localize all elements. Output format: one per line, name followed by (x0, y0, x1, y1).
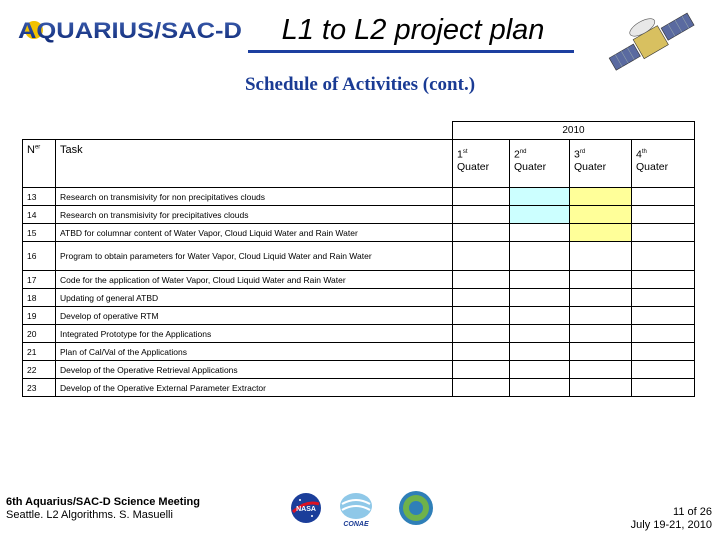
cell-active (510, 188, 570, 206)
meeting-location: Seattle. L2 Algorithms. S. Masuelli (6, 509, 173, 521)
table-row: 22 Develop of the Operative Retrieval Applications (23, 361, 695, 379)
table-row: 21 Plan of Cal/Val of the Applications (23, 343, 695, 361)
cell-active (510, 206, 570, 224)
year-header: 2010 (453, 122, 695, 140)
task-column-header: Task (56, 140, 453, 188)
aquarius-sac-d-logo (14, 16, 246, 44)
section-subtitle: Schedule of Activities (cont.) (244, 74, 476, 95)
agency-logos (288, 488, 440, 528)
table-row: 20 Integrated Prototype for the Applications (23, 325, 695, 343)
footer-page-info (631, 506, 712, 532)
table-row: 17 Code for the application of Water Vapor, Cloud Liquid Water and Rain Water (23, 271, 695, 289)
title-underline (248, 50, 574, 53)
table-row: 16 Program to obtain parameters for Water Vapor, Cloud Liquid Water and Rain Water (23, 242, 695, 271)
table-row: 18 Updating of general ATBD (23, 289, 695, 307)
svg-text:CONAE: CONAE (343, 521, 369, 528)
table-row: 15 ATBD for columnar content of Water Vapor, Cloud Liquid Water and Rain Water (23, 224, 695, 242)
quarter-4-header: 4th Quater (632, 140, 695, 188)
quarter-2-header: 2nd Quater (510, 140, 570, 188)
cell-active (570, 206, 632, 224)
footer-meeting-info (6, 496, 200, 522)
conae-logo-icon (340, 493, 372, 528)
cell-active (570, 224, 632, 242)
table-row: 23 Develop of the Operative External Parameter Extractor (23, 379, 695, 397)
page-title: L1 to L2 project plan (281, 14, 545, 46)
schedule-table (22, 121, 695, 397)
table-row: 13 Research on transmisivity for non precipitatives clouds (23, 188, 695, 206)
table-row: 19 Develop of operative RTM (23, 307, 695, 325)
nasa-logo-icon (291, 493, 321, 523)
cell-active (570, 188, 632, 206)
logo-text: AQUARIUS/SAC-D (18, 18, 242, 43)
quarter-3-header: 3rd Quater (570, 140, 632, 188)
mission-patch-icon (399, 491, 433, 525)
svg-text:NASA: NASA (296, 506, 316, 513)
page-number: 11 of 26 (673, 506, 712, 518)
meeting-dates: July 19-21, 2010 (630, 519, 712, 531)
meeting-name: 6th Aquarius/SAC-D Science Meeting (6, 496, 200, 508)
quarter-1-header: 1st Quater (453, 140, 510, 188)
satellite-illustration (605, 4, 701, 80)
table-row: 14 Research on transmisivity for precipitatives clouds (23, 206, 695, 224)
number-column-header: $N^{er}$ (23, 140, 56, 188)
